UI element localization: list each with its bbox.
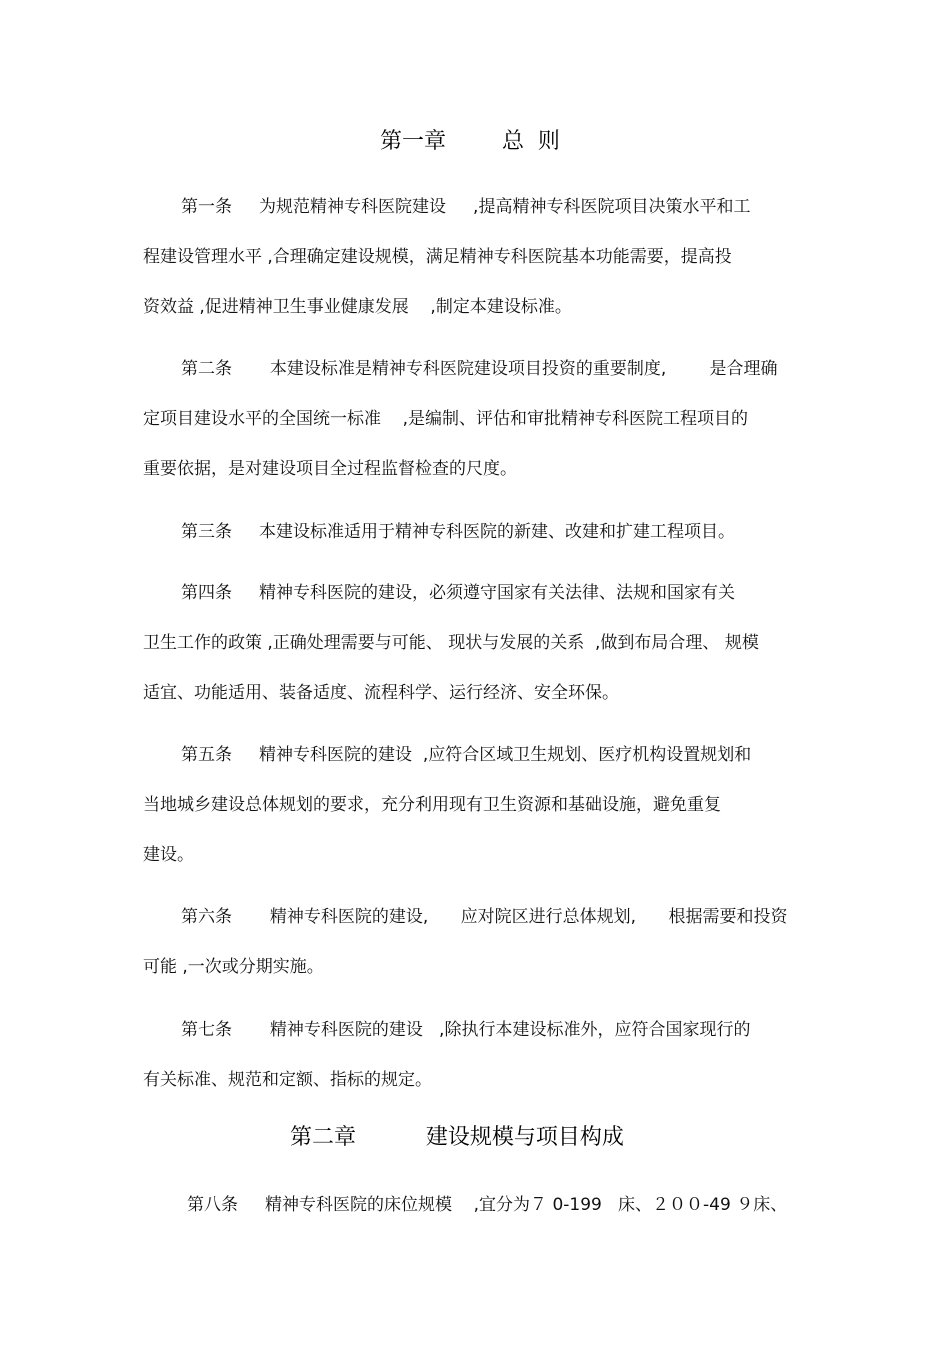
article-4-line-1: 第四条 精神专科医院的建设，必须遵守国家有关法律、法规和国家有关 xyxy=(181,583,736,603)
article-6-line-1: 第六条 精神专科医院的建设, 应对院区进行总体规划, 根据需要和投资 xyxy=(181,907,788,927)
article-5-line-3: 建设。 xyxy=(143,845,194,865)
article-7-line-1: 第七条 精神专科医院的建设 ,除执行本建设标准外，应符合国家现行的 xyxy=(181,1020,751,1040)
article-1-line-2: 程建设管理水平 ,合理确定建设规模，满足精神专科医院基本功能需要，提高投 xyxy=(143,247,732,267)
article-1-line-3: 资效益 ,促进精神卫生事业健康发展 ,制定本建设标准。 xyxy=(143,297,572,317)
article-2-line-2: 定项目建设水平的全国统一标准 ,是编制、评估和审批精神专科医院工程项目的 xyxy=(143,409,749,429)
article-8-line-1: 第八条 精神专科医院的床位规模 ,宜分为７ 0-199 床、２００-49 ９床、 xyxy=(187,1195,788,1215)
article-4-line-3: 适宜、功能适用、装备适度、流程科学、运行经济、安全环保。 xyxy=(143,683,619,703)
article-7-line-2: 有关标准、规范和定额、指标的规定。 xyxy=(143,1070,432,1090)
article-6-line-2: 可能 ,一次或分期实施。 xyxy=(143,957,324,977)
article-3-line-1: 第三条 本建设标准适用于精神专科医院的新建、改建和扩建工程项目。 xyxy=(181,522,736,542)
article-5-line-2: 当地城乡建设总体规划的要求，充分利用现有卫生资源和基础设施，避免重复 xyxy=(143,795,721,815)
article-2-line-1: 第二条 本建设标准是精神专科医院建设项目投资的重要制度, 是合理确 xyxy=(181,359,778,379)
chapter-1-title: 第一章 总 则 xyxy=(380,129,560,154)
article-4-line-2: 卫生工作的政策 ,正确处理需要与可能、 现状与发展的关系 ,做到布局合理、 规模 xyxy=(143,633,759,653)
article-5-line-1: 第五条 精神专科医院的建设 ,应符合区域卫生规划、医疗机构设置规划和 xyxy=(181,745,752,765)
article-2-line-3: 重要依据，是对建设项目全过程监督检查的尺度。 xyxy=(143,459,517,479)
article-1-line-1: 第一条 为规范精神专科医院建设 ,提高精神专科医院项目决策水平和工 xyxy=(181,197,751,217)
chapter-2-title: 第二章 建设规模与项目构成 xyxy=(290,1125,624,1150)
